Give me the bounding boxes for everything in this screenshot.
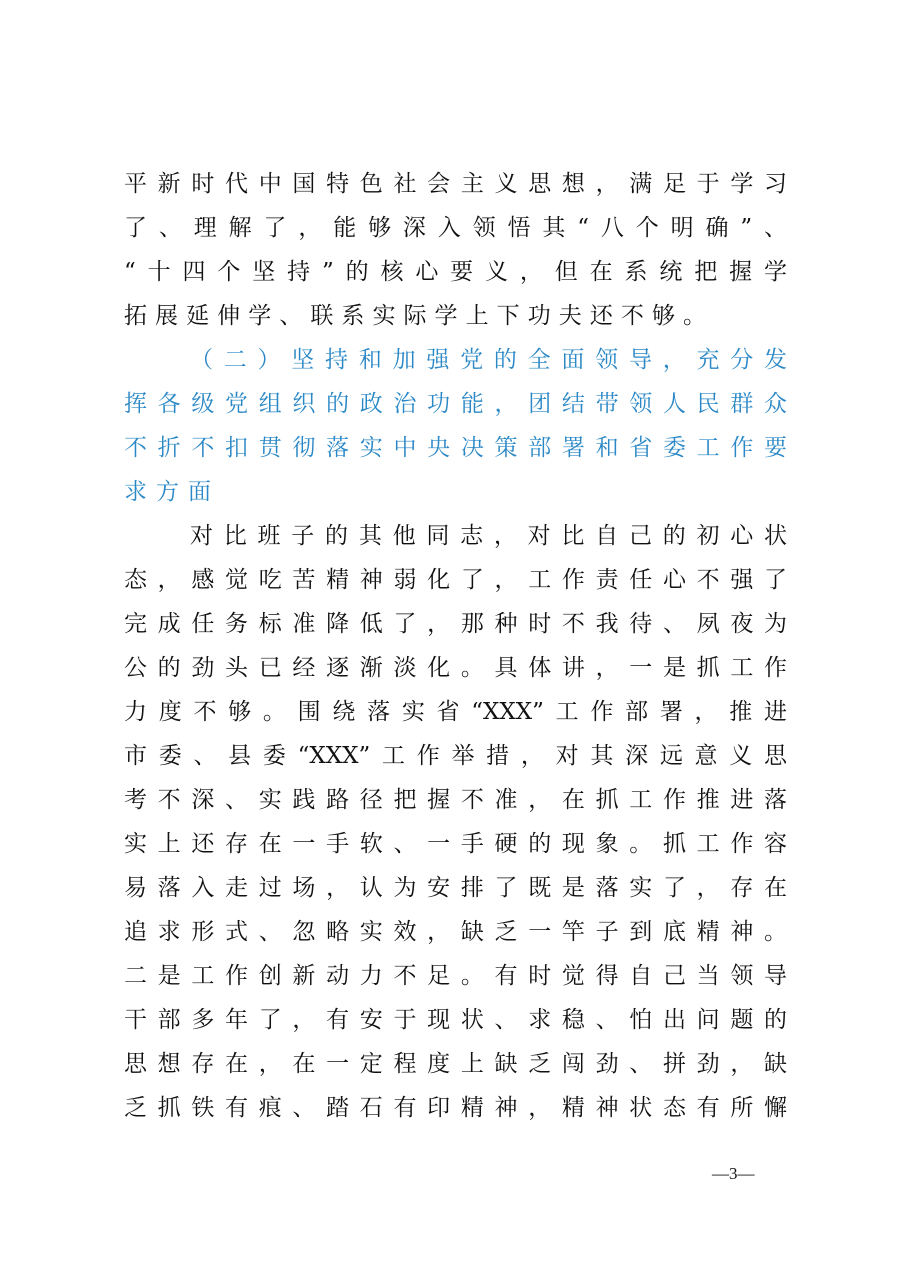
section-heading: [124, 338, 787, 514]
text-line: 公的劲头已经逐渐淡化。具体讲，一是抓工作: [124, 655, 787, 681]
heading-line: 求方面: [124, 479, 220, 505]
text-line: 乏抓铁有痕、踏石有印精神，精神状态有所懈: [124, 1095, 787, 1121]
text-line: 考不深、实践路径把握不准，在抓工作推进落: [124, 787, 787, 813]
heading-line: 挥各级党组织的政治功能，团结带领人民群众: [124, 391, 787, 417]
text-line: 拓展延伸学、联系实际学上下功夫还不够。: [124, 303, 706, 329]
text-line: 完成任务标准降低了，那种时不我待、夙夜为: [124, 611, 787, 637]
text-line: 思想存在，在一定程度上缺乏闯劲、拼劲，缺: [124, 1051, 787, 1077]
page-number: —3—: [712, 1164, 755, 1183]
text-line: 对比班子的其他同志，对比自己的初心状: [190, 523, 787, 549]
text-line: 易落入走过场，认为安排了既是落实了，存在: [124, 875, 787, 901]
text-line: 实上还存在一手软、一手硬的现象。抓工作容: [124, 831, 787, 857]
text-line: 态，感觉吃苦精神弱化了，工作责任心不强了: [124, 567, 787, 593]
text-line: “十四个坚持”的核心要义，但在系统把握学: [124, 259, 787, 285]
text-line: 二是工作创新动力不足。有时觉得自己当领导: [124, 963, 787, 989]
heading-line: （二）坚持和加强党的全面领导，充分发: [190, 347, 787, 373]
body-paragraph: [124, 162, 787, 338]
text-line: 干部多年了，有安于现状、求稳、怕出问题的: [124, 1007, 787, 1033]
text-line: 力度不够。围绕落实省“XXX”工作部署，推进: [124, 699, 787, 725]
text-line: 平新时代中国特色社会主义思想，满足于学习: [124, 171, 787, 197]
document-body: [124, 162, 787, 1130]
heading-line: 不折不扣贯彻落实中央决策部署和省委工作要: [124, 435, 787, 461]
text-line: 追求形式、忽略实效，缺乏一竿子到底精神。: [124, 919, 787, 945]
body-paragraph: [124, 514, 787, 1130]
text-line: 市委、县委“XXX”工作举措，对其深远意义思: [124, 743, 787, 769]
text-line: 了、理解了，能够深入领悟其“八个明确”、: [124, 215, 787, 241]
